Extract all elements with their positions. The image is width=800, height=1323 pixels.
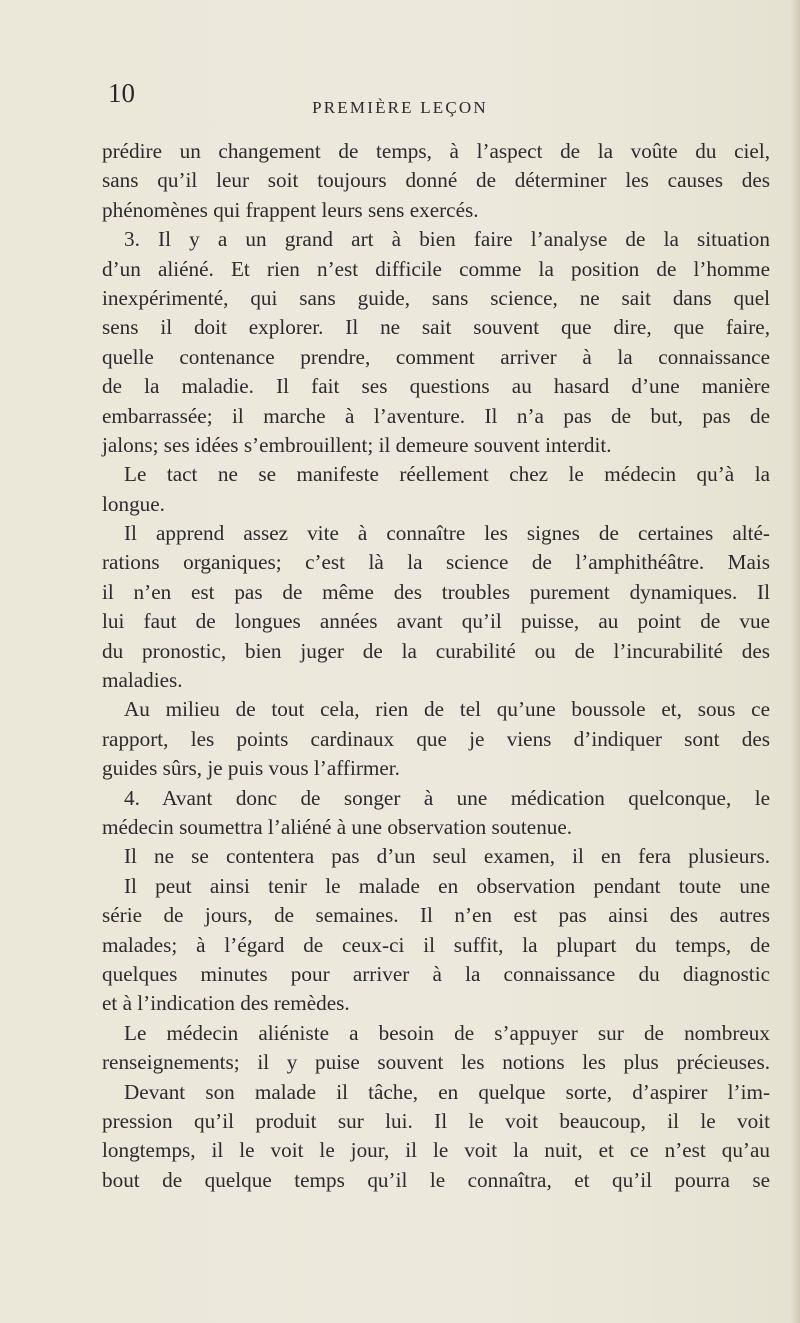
body-text <box>102 137 770 1195</box>
text-line: et à l’indication des remèdes. <box>102 991 350 1016</box>
text-line: phénomènes qui frappent leurs sens exercés. <box>102 197 479 222</box>
text-line: pression qu’il produit sur lui. Il le voit beaucoup, il le voit <box>102 1108 770 1133</box>
running-head: PREMIÈRE LEÇON <box>312 98 488 117</box>
text-line: quelle contenance prendre, comment arriver à la connaissance <box>102 344 770 369</box>
text-line: sans qu’il leur soit toujours donné de déterminer les causes des <box>102 168 770 193</box>
text-line: Devant son malade il tâche, en quelque sorte, d’aspirer l’im- <box>124 1079 770 1104</box>
text-line: jalons; ses idées s’embrouillent; il demeure souvent interdit. <box>102 432 612 457</box>
text-line: 3. Il y a un grand art à bien faire l’analyse de la situation <box>124 227 770 252</box>
text-line: de la maladie. Il fait ses questions au hasard d’une manière <box>102 374 770 399</box>
text-line: Au milieu de tout cela, rien de tel qu’une boussole et, sous ce <box>124 697 770 722</box>
page-edge-shadow <box>790 0 800 1323</box>
text-line: maladies. <box>102 668 183 693</box>
text-line: embarrassée; il marche à l’aventure. Il n’a pas de but, pas de <box>102 403 770 428</box>
text-line: série de jours, de semaines. Il n’en est pas ainsi des autres <box>102 903 770 928</box>
text-line: Il peut ainsi tenir le malade en observation pendant toute une <box>124 873 770 898</box>
text-line: d’un aliéné. Et rien n’est difficile comme la position de l’homme <box>102 256 770 281</box>
text-line: Le médecin aliéniste a besoin de s’appuyer sur de nombreux <box>124 1020 770 1045</box>
text-line: guides sûrs, je puis vous l’affirmer. <box>102 756 400 781</box>
text-line: médecin soumettra l’aliéné à une observation soutenue. <box>102 814 573 839</box>
text-line: renseignements; il y puise souvent les notions les plus précieuses. <box>102 1050 770 1075</box>
text-line: longtemps, il le voit le jour, il le voit la nuit, et ce n’est qu’au <box>102 1138 770 1163</box>
text-line: malades; à l’égard de ceux-ci il suffit, la plupart du temps, de <box>102 932 770 957</box>
page-number: 10 <box>108 78 135 108</box>
text-line: il n’en est pas de même des troubles purement dynamiques. Il <box>102 579 770 604</box>
text-line: du pronostic, bien juger de la curabilité ou de l’incurabilité des <box>102 638 770 663</box>
text-line: Le tact ne se manifeste réellement chez le médecin qu’à la <box>124 462 770 487</box>
text-line: lui faut de longues années avant qu’il puisse, au point de vue <box>102 609 770 634</box>
text-line: quelques minutes pour arriver à la connaissance du diagnostic <box>102 961 770 986</box>
text-line: 4. Avant donc de songer à une médication quelconque, le <box>124 785 770 810</box>
text-line: bout de quelque temps qu’il le connaîtra, et qu’il pourra se <box>102 1167 770 1192</box>
text-line: rations organiques; c’est là la science de l’amphithéâtre. Mais <box>102 550 770 575</box>
text-line: Il apprend assez vite à connaître les signes de certaines alté- <box>124 521 770 546</box>
text-line: prédire un changement de temps, à l’aspect de la voûte du ciel, <box>102 139 770 163</box>
text-line: inexpérimenté, qui sans guide, sans science, ne sait dans quel <box>102 285 770 310</box>
text-line: rapport, les points cardinaux que je viens d’indiquer sont des <box>102 726 770 751</box>
text-line: longue. <box>102 491 165 516</box>
text-line: Il ne se contentera pas d’un seul examen, il en fera plusieurs. <box>124 844 770 869</box>
text-line: sens il doit explorer. Il ne sait souvent que dire, que faire, <box>102 315 770 340</box>
